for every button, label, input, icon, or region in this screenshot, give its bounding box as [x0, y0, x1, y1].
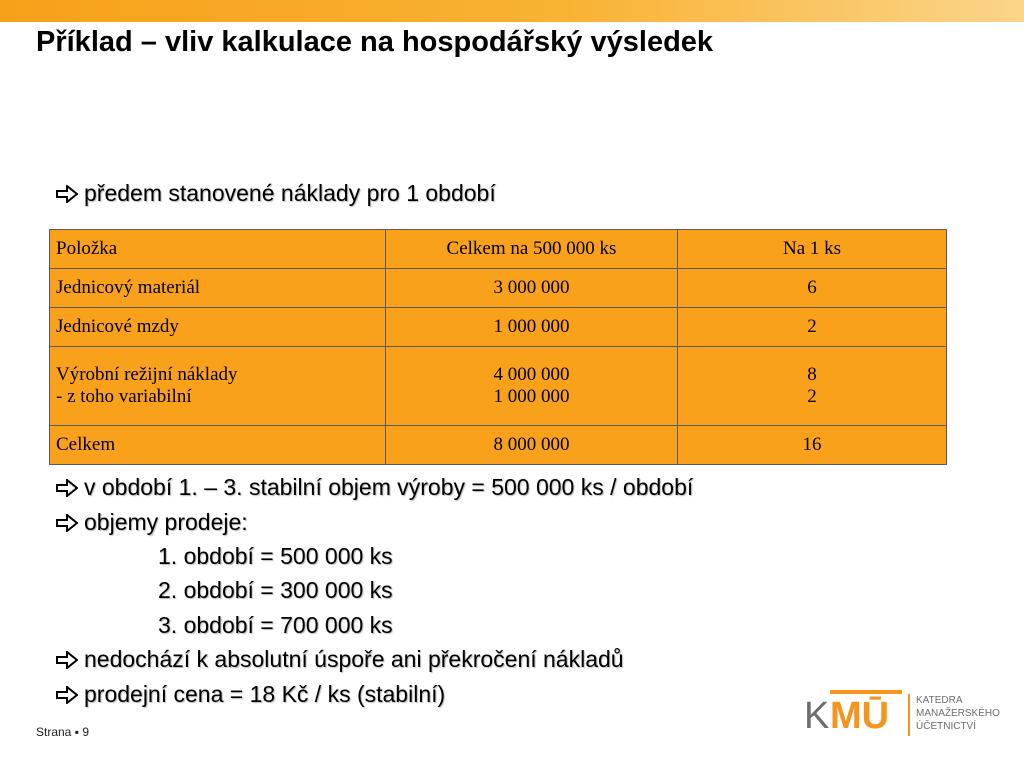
sales-line: 2. období = 300 000 ks	[158, 577, 393, 603]
logo-letter-k: K	[804, 695, 830, 737]
table-cell: 3 000 000	[386, 269, 678, 308]
bullet-text: v období 1. – 3. stabilní objem výroby = 500 000 ks / období	[84, 474, 694, 500]
cell-sub: 1 000 000	[493, 386, 570, 407]
bullet-text: nedochází k absolutní úspoře ani překročení nákladů	[84, 646, 624, 672]
logo-divider	[908, 694, 910, 736]
table-total-row	[50, 426, 947, 465]
cell-sub: 2	[807, 386, 817, 407]
arrow-right-icon	[56, 681, 84, 708]
table-row	[50, 308, 947, 347]
arrow-right-icon	[56, 509, 84, 536]
top-accent-bar	[0, 0, 1024, 22]
cell-sub: - z toho variabilní	[56, 386, 192, 407]
bullet-item	[56, 509, 248, 536]
bullet-text: předem stanovené náklady pro 1 období	[84, 180, 496, 206]
bullet-item	[56, 180, 496, 207]
header-cell: Položka	[50, 230, 386, 269]
page-number: 9	[82, 725, 89, 739]
cell-main: 8	[807, 364, 817, 385]
square-bullet-icon: ▪	[74, 725, 79, 739]
table-cell: Jednicový materiál	[50, 269, 386, 308]
logo-line: ÚČETNICTVÍ	[916, 721, 976, 732]
cell-main: 4 000 000	[493, 364, 570, 385]
page-title: Příklad – vliv kalkulace na hospodářský výsledek	[36, 26, 714, 58]
arrow-right-icon	[56, 474, 84, 501]
logo-line: MANAŽERSKÉHO	[916, 708, 1000, 719]
table-header-row	[50, 230, 947, 269]
page-footer	[36, 725, 89, 739]
table-cell	[386, 347, 678, 426]
table-row	[50, 269, 947, 308]
table-cell: 6	[678, 269, 947, 308]
sales-line: 3. období = 700 000 ks	[158, 612, 393, 638]
table-row	[50, 347, 947, 426]
table-cell: 2	[678, 308, 947, 347]
cell-main: Výrobní režijní náklady	[56, 364, 238, 385]
sales-line: 1. období = 500 000 ks	[158, 543, 393, 569]
header-cell: Celkem na 500 000 ks	[386, 230, 678, 269]
logo-line: KATEDRA	[916, 695, 963, 706]
bullet-text: objemy prodeje:	[84, 509, 248, 535]
arrow-right-icon	[56, 646, 84, 673]
logo-letters-mu: MŪ	[830, 695, 890, 737]
logo-text	[916, 694, 1000, 733]
table-cell: 8 000 000	[386, 426, 678, 465]
table-cell: 1 000 000	[386, 308, 678, 347]
table-cell: Jednicové mzdy	[50, 308, 386, 347]
table-cell	[678, 347, 947, 426]
table-cell: 16	[678, 426, 947, 465]
logo-bar	[830, 690, 902, 694]
footer-label: Strana	[36, 725, 72, 739]
header-cell: Na 1 ks	[678, 230, 947, 269]
kmu-logo	[804, 690, 1000, 740]
bullet-item	[56, 681, 445, 708]
costs-table	[49, 229, 947, 465]
bullet-item	[56, 474, 693, 501]
arrow-right-icon	[56, 180, 84, 207]
bullet-text: prodejní cena = 18 Kč / ks (stabilní)	[84, 681, 446, 707]
table-cell	[50, 347, 386, 426]
bullet-item	[56, 646, 624, 673]
table-cell: Celkem	[50, 426, 386, 465]
